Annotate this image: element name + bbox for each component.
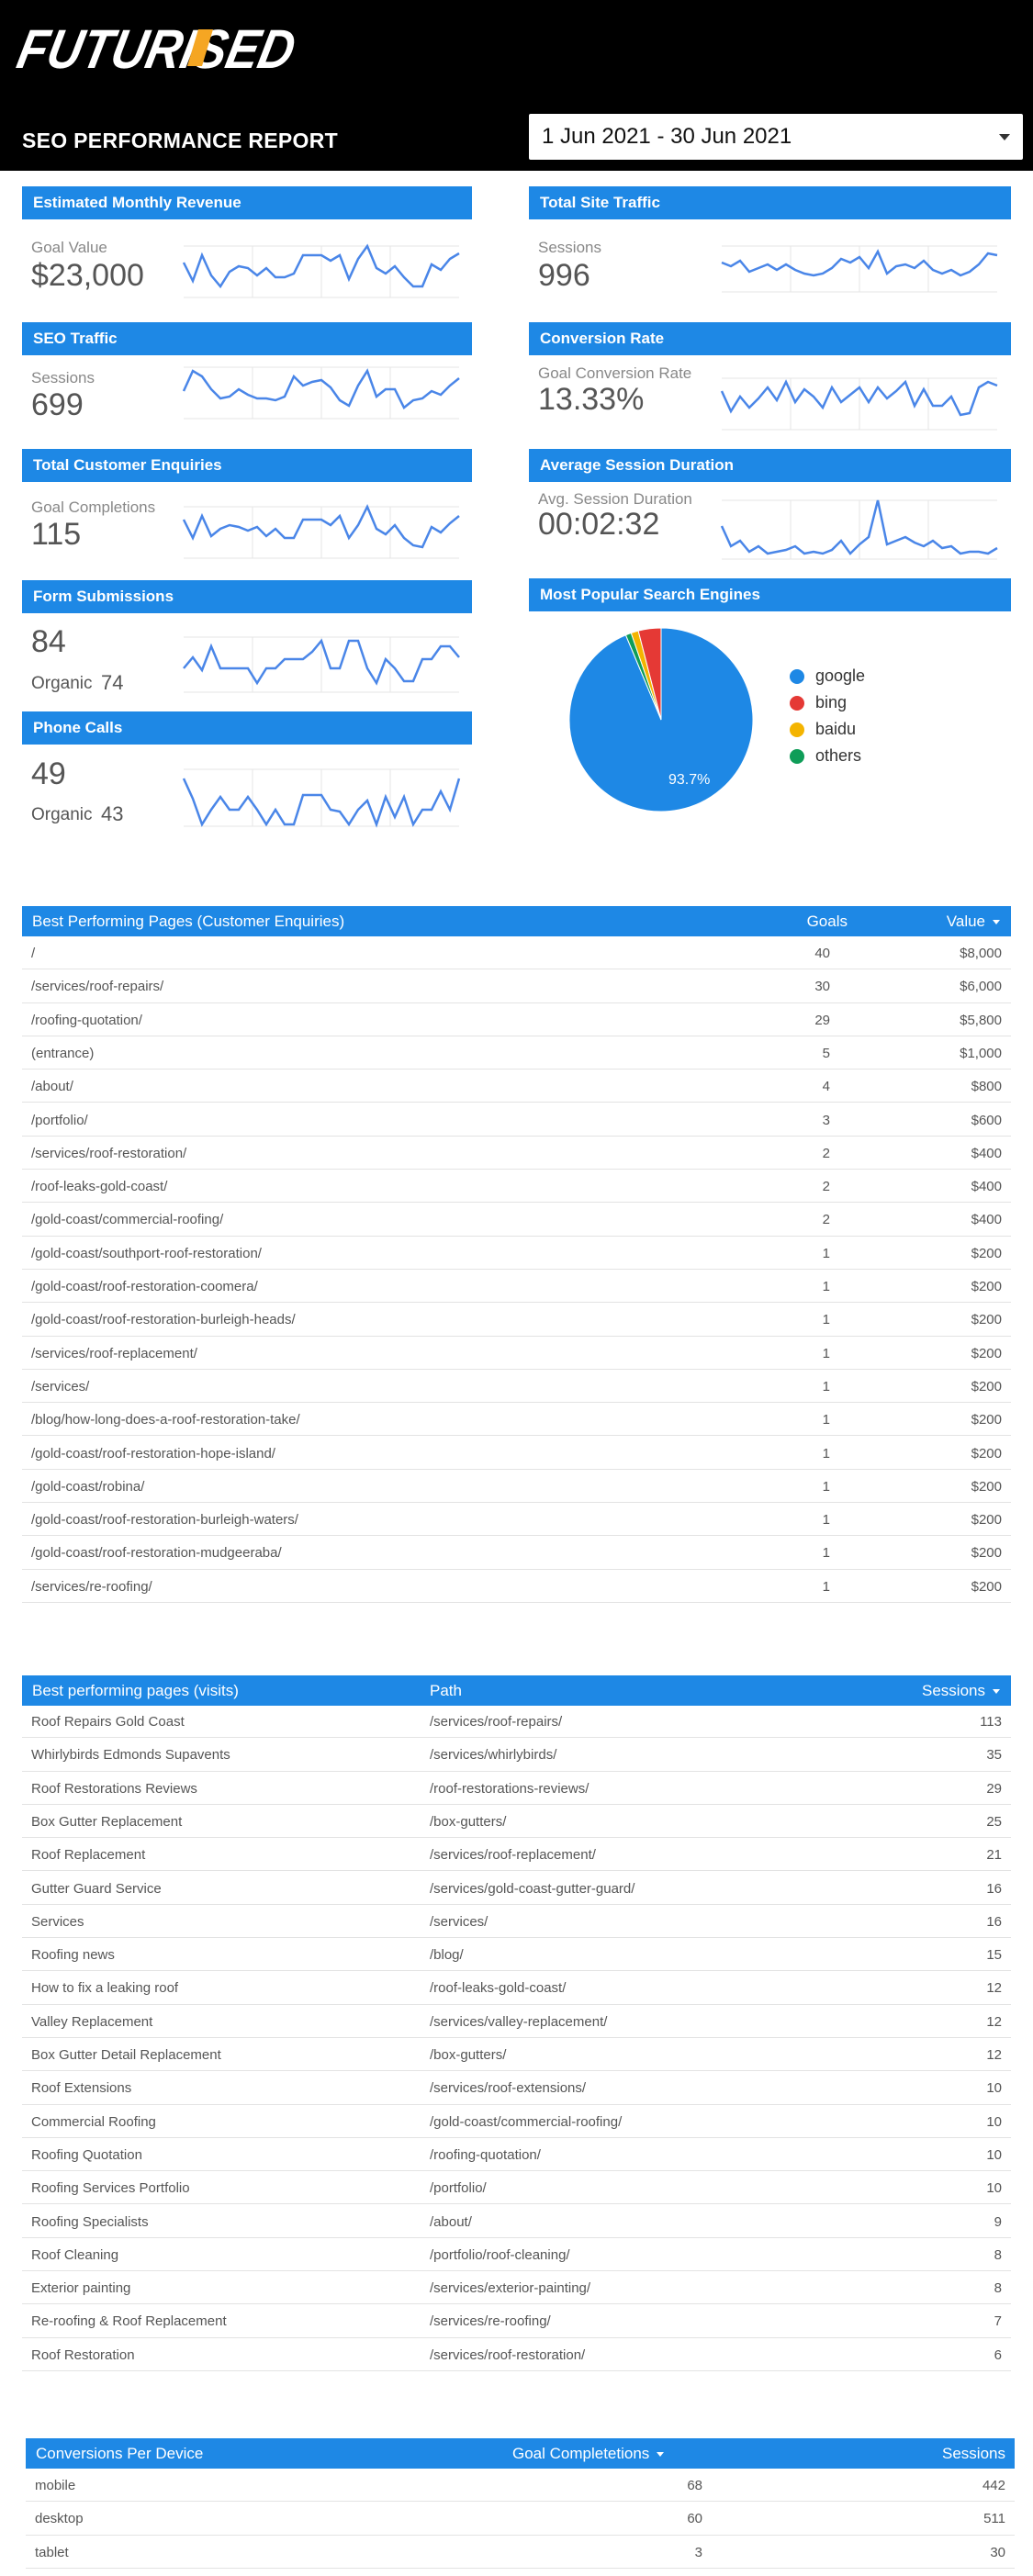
sessions-cell: 442: [982, 2478, 1005, 2493]
table-row[interactable]: [22, 1470, 1011, 1503]
sessions-cell: 10: [986, 2113, 1002, 2130]
table3-title: Conversions Per Device: [36, 2445, 204, 2462]
sparkline-forms: [184, 637, 459, 692]
metric-label-duration: Avg. Session Duration: [538, 490, 692, 508]
table-row[interactable]: [22, 1772, 1011, 1805]
table-row[interactable]: [22, 1303, 1011, 1336]
page-path-cell: /gold-coast/roof-restoration-burleigh-heads/: [31, 1312, 296, 1328]
legend-item-baidu[interactable]: [790, 716, 865, 743]
sparkline-phone: [184, 769, 459, 826]
table-row[interactable]: [22, 2271, 1011, 2304]
page-path-cell: /roofing-quotation/: [31, 1012, 142, 1028]
device-cell: tablet: [35, 2544, 69, 2560]
value-cell: $6,000: [960, 979, 1002, 995]
sessions-cell: 35: [986, 1747, 1002, 1764]
sessions-cell: 10: [986, 2146, 1002, 2163]
goals-cell: 4: [822, 1079, 830, 1095]
metric-value-conversion: 13.33%: [538, 382, 645, 417]
goals-cell: 5: [822, 1045, 830, 1061]
sessions-cell: 8: [994, 2280, 1002, 2297]
value-cell: $5,800: [960, 1012, 1002, 1028]
card-title-traffic: Total Site Traffic: [529, 186, 1011, 219]
sessions-cell: 12: [986, 2047, 1002, 2063]
goals-cell: 29: [814, 1012, 830, 1028]
table-row[interactable]: [22, 1536, 1011, 1569]
legend-item-others[interactable]: [790, 743, 865, 769]
table-row[interactable]: [22, 2304, 1011, 2337]
table-row[interactable]: [22, 2171, 1011, 2204]
goals-cell: 2: [822, 1145, 830, 1161]
page-title-cell: Roof Restoration: [31, 2346, 135, 2363]
pie-legend: [790, 663, 865, 769]
value-cell: $200: [971, 1245, 1002, 1261]
goals-cell: 1: [822, 1412, 830, 1428]
path-cell: /services/roof-extensions/: [430, 2080, 587, 2097]
sessions-cell: 7: [994, 2313, 1002, 2330]
table-row[interactable]: [22, 1036, 1011, 1070]
path-cell: /portfolio/: [430, 2180, 487, 2197]
path-cell: /about/: [430, 2213, 472, 2230]
svg-text:FUTURISED: FUTURISED: [12, 17, 341, 80]
organic-value-phone: 43: [101, 802, 124, 825]
goal-completions-cell: 68: [687, 2478, 702, 2493]
sessions-cell: 29: [986, 1780, 1002, 1797]
sessions-cell: 12: [986, 1980, 1002, 1997]
path-cell: /services/: [430, 1913, 488, 1930]
pie-percent-label: 93.7%: [668, 772, 711, 788]
table-row[interactable]: [22, 1403, 1011, 1436]
page-title-cell: Roof Replacement: [31, 1847, 146, 1864]
page-path-cell: /services/roof-replacement/: [31, 1345, 197, 1361]
goals-cell: 40: [814, 946, 830, 961]
page-path-cell: /services/roof-restoration/: [31, 1145, 187, 1161]
table1-col-goals[interactable]: Goals: [806, 913, 848, 930]
sort-desc-icon: [993, 920, 1000, 924]
legend-item-google[interactable]: [790, 663, 865, 689]
page-title-cell: Roof Restorations Reviews: [31, 1780, 197, 1797]
page-path-cell: /: [31, 946, 36, 961]
legend-label: baidu: [815, 720, 857, 738]
path-cell: /services/roof-repairs/: [430, 1714, 563, 1730]
card-title-phone: Phone Calls: [22, 711, 472, 745]
page-title-cell: Roofing Services Portfolio: [31, 2180, 190, 2197]
metric-value-enquiries: 115: [31, 517, 82, 552]
card-title-conversion: Conversion Rate: [529, 322, 1011, 355]
path-cell: /roof-leaks-gold-coast/: [430, 1980, 567, 1997]
dropdown-caret-icon: [999, 134, 1010, 140]
table1-col-value[interactable]: [947, 906, 1000, 936]
path-cell: /roofing-quotation/: [430, 2146, 541, 2163]
report-header: [0, 0, 1033, 171]
page-title-cell: Gutter Guard Service: [31, 1880, 162, 1897]
table-row[interactable]: [22, 1838, 1011, 1871]
card-title-engines: Most Popular Search Engines: [529, 578, 1011, 611]
sessions-cell: 8: [994, 2246, 1002, 2263]
sessions-cell: 21: [986, 1847, 1002, 1864]
sparkline-conversion: [722, 378, 997, 430]
goals-cell: 2: [822, 1179, 830, 1195]
value-cell: $600: [971, 1112, 1002, 1128]
goal-completions-cell: 60: [687, 2511, 702, 2527]
table-row[interactable]: [22, 2138, 1011, 2171]
path-cell: /portfolio/roof-cleaning/: [430, 2246, 570, 2263]
page-title-cell: Exterior painting: [31, 2280, 131, 2297]
page-title-cell: Valley Replacement: [31, 2013, 153, 2030]
report-title: SEO PERFORMANCE REPORT: [22, 129, 338, 152]
table-row[interactable]: [22, 1437, 1011, 1470]
page-path-cell: /gold-coast/roof-restoration-hope-island/: [31, 1445, 275, 1462]
card-title-revenue: Estimated Monthly Revenue: [22, 186, 472, 219]
value-cell: $8,000: [960, 946, 1002, 961]
value-cell: $200: [971, 1345, 1002, 1361]
page-title-cell: Roof Cleaning: [31, 2246, 119, 2263]
metric-value-duration: 00:02:32: [538, 507, 660, 542]
table3-col-sessions[interactable]: Sessions: [942, 2445, 1005, 2462]
metric-label-conversion: Goal Conversion Rate: [538, 364, 692, 382]
path-cell: /roof-restorations-reviews/: [430, 1780, 589, 1797]
table-row[interactable]: [22, 1570, 1011, 1603]
table-row[interactable]: [22, 1137, 1011, 1170]
sparkline-revenue: [184, 246, 459, 297]
goals-cell: 1: [822, 1578, 830, 1595]
table-row[interactable]: [22, 1805, 1011, 1838]
date-range-value: 1 Jun 2021 - 30 Jun 2021: [542, 124, 792, 149]
table-row[interactable]: [22, 1971, 1011, 2004]
table-row[interactable]: [22, 1103, 1011, 1137]
page-title-cell: How to fix a leaking roof: [31, 1980, 179, 1997]
table-row[interactable]: [26, 2502, 1015, 2535]
goals-cell: 2: [822, 1212, 830, 1228]
metric-label-seo: Sessions: [31, 369, 95, 386]
search-engine-pie: [560, 619, 762, 821]
value-cell: $200: [971, 1412, 1002, 1428]
legend-label: google: [815, 666, 866, 685]
legend-label: others: [815, 746, 862, 765]
page-path-cell: /services/: [31, 1378, 90, 1394]
table-row[interactable]: [22, 2038, 1011, 2071]
sessions-cell: 15: [986, 1947, 1002, 1964]
metric-value-traffic: 996: [538, 258, 590, 293]
path-cell: /blog/: [430, 1947, 464, 1964]
page-path-cell: /gold-coast/roof-restoration-mudgeeraba/: [31, 1545, 282, 1562]
page-title-cell: Re-roofing & Roof Replacement: [31, 2313, 227, 2330]
page-path-cell: /about/: [31, 1079, 73, 1095]
path-cell: /services/roof-replacement/: [430, 1847, 596, 1864]
page-path-cell: /gold-coast/southport-roof-restoration/: [31, 1245, 262, 1261]
table-row[interactable]: [22, 1170, 1011, 1203]
path-cell: /services/roof-restoration/: [430, 2346, 586, 2363]
card-title-forms: Form Submissions: [22, 580, 472, 613]
page-path-cell: /services/re-roofing/: [31, 1578, 152, 1595]
table-row[interactable]: [22, 936, 1011, 969]
table-row[interactable]: [22, 2071, 1011, 2104]
organic-value-forms: 74: [101, 671, 124, 694]
card-title-seo: SEO Traffic: [22, 322, 472, 355]
sessions-cell: 511: [983, 2511, 1005, 2527]
goals-cell: 30: [814, 979, 830, 995]
page-title-cell: Services: [31, 1913, 84, 1930]
metric-label-enquiries: Goal Completions: [31, 498, 156, 516]
table-row[interactable]: [22, 1237, 1011, 1270]
table-row[interactable]: [22, 1938, 1011, 1971]
table-row[interactable]: [22, 2005, 1011, 2038]
sessions-cell: 9: [994, 2213, 1002, 2230]
value-cell: $200: [971, 1378, 1002, 1394]
sessions-cell: 10: [986, 2180, 1002, 2197]
table-row[interactable]: [22, 1337, 1011, 1370]
page-path-cell: /roof-leaks-gold-coast/: [31, 1179, 168, 1195]
table-row[interactable]: [22, 2205, 1011, 2238]
sessions-cell: 16: [986, 1880, 1002, 1897]
device-cell: mobile: [35, 2478, 76, 2493]
table2-title: Best performing pages (visits): [32, 1682, 239, 1699]
page-title-cell: Roofing Specialists: [31, 2213, 149, 2230]
table1-col-value-label: Value: [946, 913, 985, 930]
metric-label-traffic: Sessions: [538, 239, 601, 256]
path-cell: /services/exterior-painting/: [430, 2280, 591, 2297]
table-row[interactable]: [22, 1003, 1011, 1036]
page-title-cell: Roof Extensions: [31, 2080, 132, 2097]
sessions-cell: 16: [986, 1913, 1002, 1930]
metric-label-revenue: Goal Value: [31, 239, 107, 256]
table2-col-sessions[interactable]: [922, 1675, 1000, 1706]
page-path-cell: /gold-coast/roof-restoration-coomera/: [31, 1279, 258, 1294]
sparkline-seo: [184, 367, 459, 419]
table-row[interactable]: [26, 2536, 1015, 2569]
table-row[interactable]: [22, 1203, 1011, 1236]
device-cell: desktop: [35, 2511, 84, 2527]
table-row[interactable]: [22, 2105, 1011, 2138]
page-path-cell: /blog/how-long-does-a-roof-restoration-take/: [31, 1412, 300, 1428]
sessions-cell: 30: [990, 2544, 1005, 2560]
metric-value-phone: 49: [31, 756, 66, 791]
table-row[interactable]: [22, 1905, 1011, 1938]
page-title-cell: Box Gutter Detail Replacement: [31, 2047, 221, 2063]
page-title-cell: Roof Repairs Gold Coast: [31, 1714, 185, 1730]
table-row[interactable]: [22, 1738, 1011, 1771]
value-cell: $200: [971, 1512, 1002, 1529]
table-row[interactable]: [22, 1503, 1011, 1536]
value-cell: $200: [971, 1578, 1002, 1595]
table-row[interactable]: [22, 2338, 1011, 2371]
table-row[interactable]: [22, 1872, 1011, 1905]
goals-cell: 1: [822, 1312, 830, 1328]
value-cell: $800: [971, 1079, 1002, 1095]
card-title-duration: Average Session Duration: [529, 449, 1011, 482]
table-row[interactable]: [22, 1270, 1011, 1303]
metric-value-forms: 84: [31, 624, 66, 659]
page-path-cell: /portfolio/: [31, 1112, 88, 1128]
legend-dot-icon: [790, 696, 804, 711]
legend-dot-icon: [790, 669, 804, 684]
goals-cell: 1: [822, 1378, 830, 1394]
table3-header: [26, 2438, 1015, 2469]
table1-header: [22, 906, 1011, 936]
legend-item-bing[interactable]: [790, 689, 865, 716]
value-cell: $200: [971, 1545, 1002, 1562]
table-row[interactable]: [22, 1705, 1011, 1738]
goals-cell: 1: [822, 1279, 830, 1294]
path-cell: /services/re-roofing/: [430, 2313, 551, 2330]
legend-dot-icon: [790, 722, 804, 737]
metric-value-revenue: $23,000: [31, 258, 144, 293]
page-title-cell: Box Gutter Replacement: [31, 1813, 183, 1830]
table-row[interactable]: [22, 969, 1011, 1002]
sparkline-traffic: [722, 246, 997, 292]
table3-col-goal[interactable]: [512, 2438, 664, 2469]
goals-cell: 1: [822, 1478, 830, 1495]
page-path-cell: /services/roof-repairs/: [31, 979, 164, 995]
sessions-cell: 6: [994, 2346, 1002, 2363]
page-path-cell: /gold-coast/roof-restoration-burleigh-waters/: [31, 1512, 298, 1529]
goals-cell: 1: [822, 1345, 830, 1361]
page-title-cell: Roofing Quotation: [31, 2146, 142, 2163]
value-cell: $200: [971, 1312, 1002, 1328]
goals-cell: 1: [822, 1245, 830, 1261]
table3-col-goal-label: Goal Completetions: [512, 2445, 650, 2462]
sparkline-duration: [722, 500, 997, 559]
sessions-cell: 10: [986, 2080, 1002, 2097]
legend-dot-icon: [790, 749, 804, 764]
path-cell: /box-gutters/: [430, 2047, 507, 2063]
goals-cell: 1: [822, 1512, 830, 1529]
goal-completions-cell: 3: [694, 2544, 702, 2560]
page-path-cell: /gold-coast/commercial-roofing/: [31, 1212, 224, 1228]
value-cell: $200: [971, 1279, 1002, 1294]
value-cell: $400: [971, 1145, 1002, 1161]
goals-cell: 1: [822, 1445, 830, 1462]
organic-label-forms: Organic: [31, 674, 93, 693]
table2-col-sessions-label: Sessions: [922, 1682, 985, 1699]
metric-value-seo: 699: [31, 387, 84, 422]
goals-cell: 3: [822, 1112, 830, 1128]
legend-label: bing: [815, 693, 848, 711]
page-title-cell: Commercial Roofing: [31, 2113, 156, 2130]
value-cell: $400: [971, 1179, 1002, 1195]
table2-col-path[interactable]: Path: [430, 1682, 462, 1699]
sparkline-enquiries: [184, 507, 459, 558]
sort-desc-icon: [657, 2452, 664, 2457]
path-cell: /services/gold-coast-gutter-guard/: [430, 1880, 635, 1897]
page-path-cell: /gold-coast/robina/: [31, 1478, 145, 1495]
sessions-cell: 113: [980, 1714, 1002, 1730]
table-row[interactable]: [22, 1370, 1011, 1403]
path-cell: /services/whirlybirds/: [430, 1747, 557, 1764]
path-cell: /box-gutters/: [430, 1813, 507, 1830]
path-cell: /services/valley-replacement/: [430, 2013, 608, 2030]
value-cell: $400: [971, 1212, 1002, 1228]
sessions-cell: 12: [986, 2013, 1002, 2030]
card-title-enquiries: Total Customer Enquiries: [22, 449, 472, 482]
sort-desc-icon: [993, 1689, 1000, 1694]
value-cell: $200: [971, 1478, 1002, 1495]
sessions-cell: 25: [986, 1813, 1002, 1830]
date-range-picker[interactable]: [529, 114, 1023, 160]
page-path-cell: (entrance): [31, 1045, 95, 1061]
table-row[interactable]: [22, 1070, 1011, 1103]
page-title-cell: Roofing news: [31, 1947, 115, 1964]
value-cell: $200: [971, 1445, 1002, 1462]
table1-title: Best Performing Pages (Customer Enquiries): [32, 913, 345, 930]
path-cell: /gold-coast/commercial-roofing/: [430, 2113, 623, 2130]
page-title-cell: Whirlybirds Edmonds Supavents: [31, 1747, 230, 1764]
table-row[interactable]: [26, 2469, 1015, 2502]
value-cell: $1,000: [960, 1045, 1002, 1061]
table-row[interactable]: [22, 2238, 1011, 2271]
futurised-logo: [12, 17, 341, 81]
goals-cell: 1: [822, 1545, 830, 1562]
table2-header: [22, 1675, 1011, 1706]
organic-label-phone: Organic: [31, 805, 93, 824]
